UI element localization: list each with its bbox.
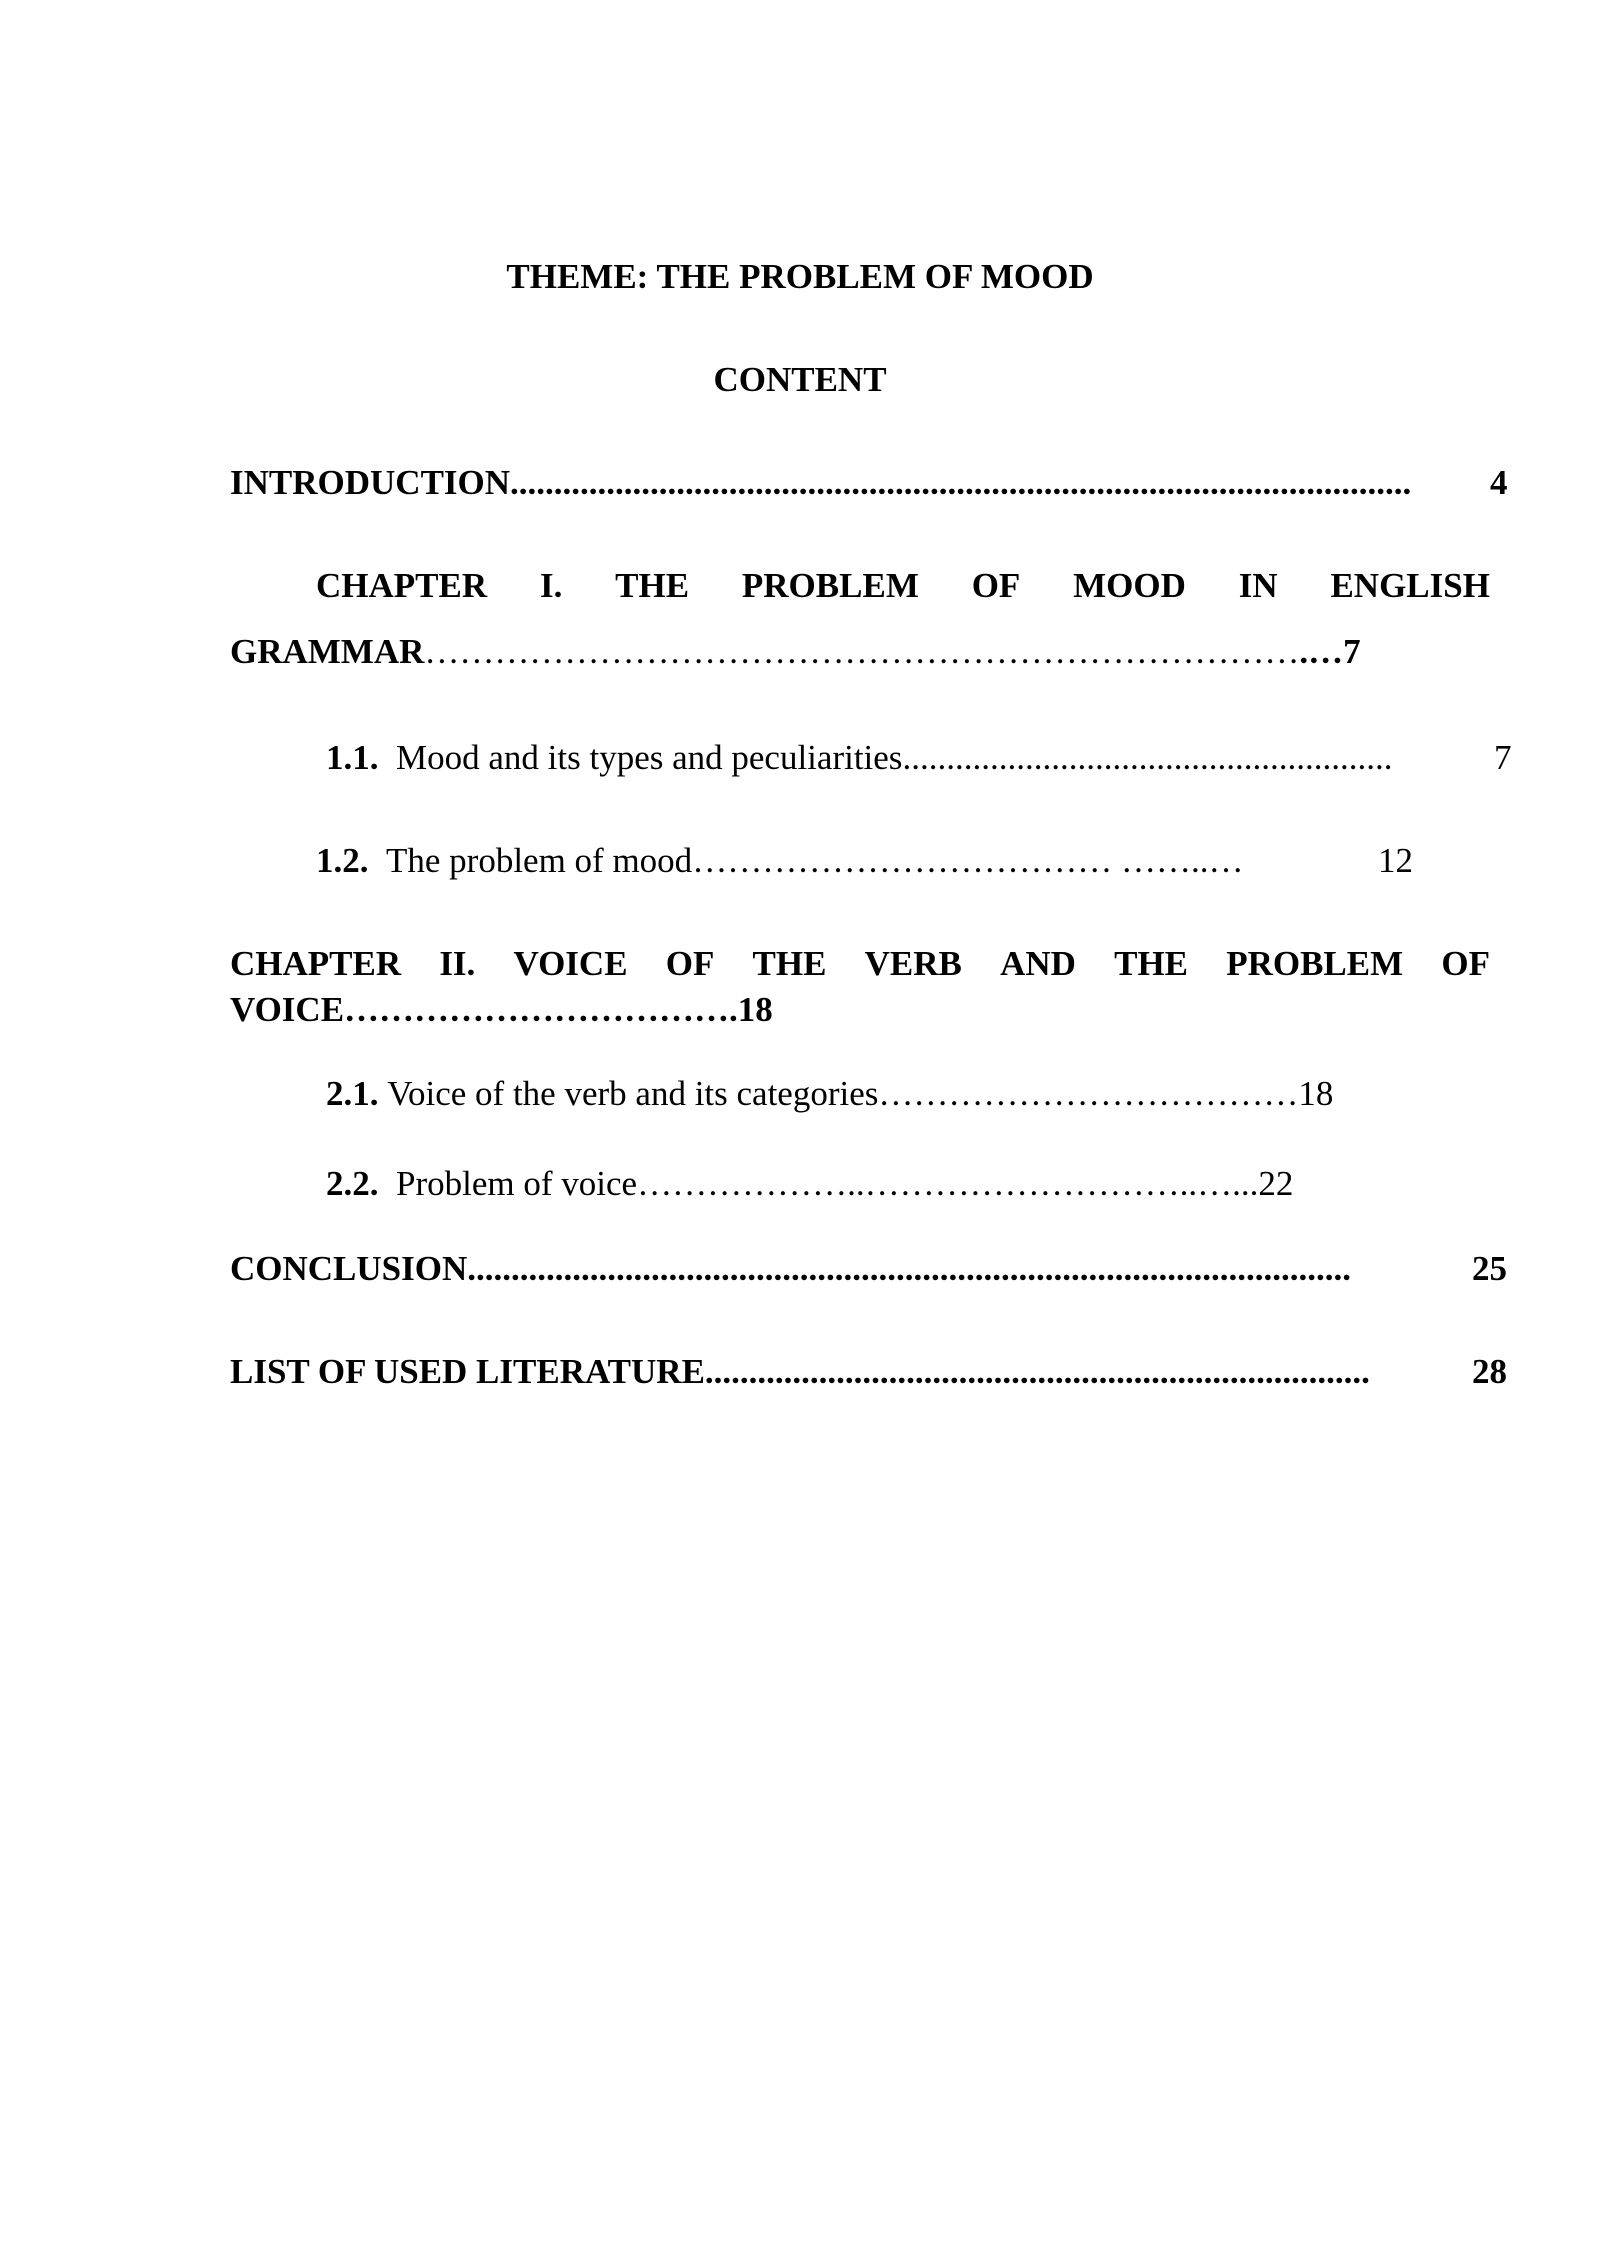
theme-title: THEME: THE PROBLEM OF MOOD <box>506 257 1094 296</box>
toc-literature-label: LIST OF USED LITERATURE............................................................................ <box>230 1352 1370 1391</box>
item-2-1-text: Voice of the verb and its categories <box>387 1074 879 1113</box>
toc-conclusion-label: CONCLUSION..................................................................................................... <box>230 1249 1352 1288</box>
chapter2-word: OF <box>1441 944 1490 983</box>
item-2-2-dots: ………………..………………………..…... <box>637 1164 1259 1203</box>
item-2-1-dots: ……………………………… <box>878 1074 1299 1113</box>
chapter1-page: .…7 <box>1299 632 1361 671</box>
chapter1-word: I. <box>539 566 563 605</box>
item-1-1-text: Mood and its types and peculiarities <box>396 738 903 777</box>
chapter2-word: AND <box>1000 944 1076 983</box>
toc-item-1-2 <box>316 841 1243 881</box>
item-2-1-page: 18 <box>1298 1074 1334 1113</box>
toc-literature-page: 28 <box>1472 1352 1507 1391</box>
chapter1-word: PROBLEM <box>741 566 919 605</box>
toc-item-2-1 <box>326 1074 1333 1114</box>
toc-conclusion-page: 25 <box>1472 1249 1507 1288</box>
item-1-2-number: 1.2. <box>316 841 369 880</box>
chapter2-word: PROBLEM <box>1226 944 1404 983</box>
content-heading: CONTENT <box>713 360 887 399</box>
chapter1-grammar-label: GRAMMAR <box>230 632 425 671</box>
item-1-2-text: The problem of mood <box>386 841 693 880</box>
chapter1-word: CHAPTER <box>316 566 488 605</box>
chapter2-word: THE <box>752 944 827 983</box>
chapter2-word: VERB <box>864 944 962 983</box>
toc-conclusion <box>230 1249 1351 1289</box>
toc-introduction-label: INTRODUCTION....................................................................................................... <box>230 463 1412 502</box>
item-2-2-page: 22 <box>1258 1164 1294 1203</box>
toc-chapter1-line2 <box>230 632 1361 672</box>
chapter1-word: THE <box>615 566 690 605</box>
item-1-2-page: 12 <box>1378 841 1413 880</box>
item-1-1-page: 7 <box>1494 738 1512 777</box>
toc-item-2-2 <box>326 1164 1293 1204</box>
toc-introduction-page: 4 <box>1490 463 1508 502</box>
chapter2-word: CHAPTER <box>230 944 402 983</box>
toc-chapter1-line1 <box>316 566 1490 606</box>
chapter1-word: ENGLISH <box>1330 566 1490 605</box>
item-2-2-text: Problem of voice <box>396 1164 638 1203</box>
toc-introduction <box>230 463 1411 503</box>
chapter2-word: OF <box>665 944 715 983</box>
toc-chapter2-line2: VOICE…………………………….18 <box>230 990 773 1029</box>
item-1-1-dots: ........................................................ <box>902 738 1393 777</box>
toc-literature <box>230 1352 1370 1392</box>
item-2-1-number: 2.1. <box>326 1074 379 1113</box>
chapter1-word: IN <box>1238 566 1278 605</box>
chapter2-word: II. <box>439 944 476 983</box>
toc-item-1-1 <box>326 738 1392 778</box>
chapter1-word: OF <box>971 566 1021 605</box>
chapter2-word: THE <box>1114 944 1189 983</box>
chapter2-word: VOICE <box>513 944 628 983</box>
chapter1-dots: ………………………………………………………………… <box>424 632 1300 671</box>
item-1-1-number: 1.1. <box>326 738 379 777</box>
chapter1-word: MOOD <box>1073 566 1186 605</box>
item-2-2-number: 2.2. <box>326 1164 379 1203</box>
item-1-2-dots: ……………………………… ……..… <box>692 841 1244 880</box>
toc-chapter2-line1 <box>230 944 1490 984</box>
